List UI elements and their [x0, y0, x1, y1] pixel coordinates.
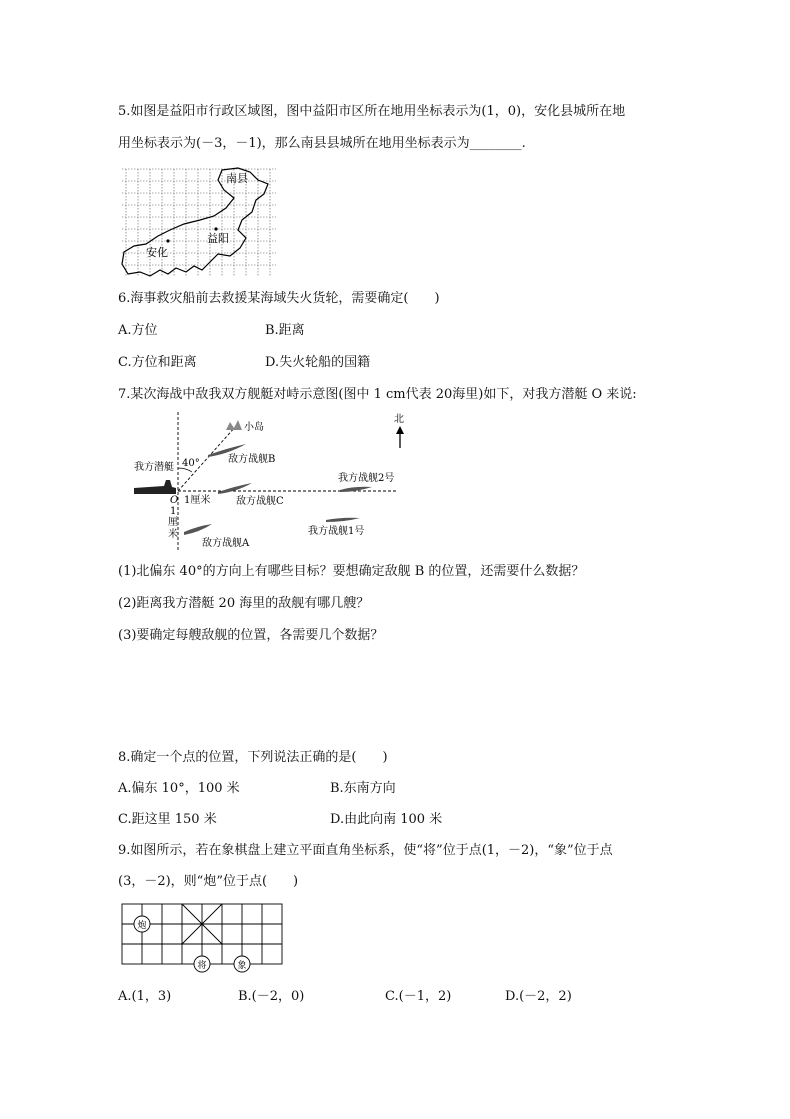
- q6-option-b: B.距离: [265, 323, 305, 338]
- our-ship2-icon: [340, 487, 372, 492]
- map-label-yiyang: 益阳: [207, 232, 229, 245]
- q8-option-a: A.偏东 10°，100 米: [118, 781, 240, 796]
- map-label-nanxian: 南县: [226, 172, 248, 185]
- scale-v3: 米: [168, 529, 178, 540]
- q9-option-c: C.(－1，2): [385, 989, 452, 1004]
- q6-option-a: A.方位: [118, 323, 158, 338]
- island-label: 小岛: [244, 422, 264, 433]
- q8-option-b: B.东南方向: [330, 781, 396, 796]
- q9-option-a: A.(1，3): [118, 989, 172, 1004]
- q6-option-d: D.失火轮船的国籍: [265, 355, 371, 370]
- island-icon: [226, 420, 242, 430]
- north-label: 北: [394, 414, 404, 425]
- q9-stem-line2: (3，－2)，则“炮”位于点( ): [118, 874, 299, 889]
- q7-sub3: (3)要确定每艘敌舰的位置，各需要几个数据？: [118, 628, 384, 643]
- scale-v2: 厘: [168, 517, 178, 528]
- q9-option-d: D.(－2，2): [505, 989, 572, 1004]
- our-ship1-label: 我方战舰1号: [308, 526, 365, 537]
- q7-sub2: (2)距离我方潜艇 20 海里的敌舰有哪几艘？: [118, 596, 370, 611]
- q5-stem-line1: 5.如图是益阳市行政区域图，图中益阳市区所在地用坐标表示为(1，0)，安化县城所在地: [118, 104, 626, 119]
- chessboard-grid: [122, 904, 282, 964]
- our-ship2-label: 我方战舰2号: [338, 473, 395, 484]
- pao-label: 炮: [137, 921, 147, 931]
- q8-stem: 8.确定一个点的位置，下列说法正确的是( ): [118, 750, 388, 765]
- xiang-label: 象: [237, 961, 247, 971]
- our-sub-label: 我方潜艇: [134, 462, 174, 473]
- enemy-ship-a-icon: [184, 524, 212, 535]
- enemy-c-label: 敌方战舰C: [236, 496, 284, 507]
- q8-option-c: C.距这里 150 米: [118, 812, 217, 827]
- scale-v1: 1: [170, 506, 177, 517]
- submarine-icon: [134, 480, 176, 494]
- q8-option-d: D.由此向南 100 米: [330, 812, 443, 827]
- q6-option-c: C.方位和距离: [118, 355, 197, 370]
- q7-stem: 7.某次海战中敌我双方舰艇对峙示意图(图中 1 cm代表 20海里)如下，对我方潜艇 O 来说:: [118, 387, 637, 402]
- q7-battle-figure: [128, 410, 418, 552]
- origin-label: O: [170, 495, 179, 506]
- jiang-label: 将: [197, 961, 207, 971]
- north-arrow-icon: [396, 426, 404, 434]
- angle-label: 40°: [182, 458, 200, 469]
- enemy-a-label: 敌方战舰A: [202, 538, 250, 549]
- q5-stem-line2: 用坐标表示为(－3，－1)，那么南县县城所在地用坐标表示为________.: [118, 136, 526, 151]
- scale-h-label: 1厘米: [184, 495, 211, 506]
- q7-sub1: (1)北偏东 40°的方向上有哪些目标？要想确定敌舰 B 的位置，还需要什么数据？: [118, 564, 585, 579]
- q9-chessboard-figure: [118, 900, 288, 976]
- map-point-yiyang: [214, 227, 217, 230]
- q5-map-figure: [118, 166, 280, 278]
- map-point-anhua: [166, 239, 169, 242]
- map-label-anhua: 安化: [146, 246, 168, 259]
- q9-option-b: B.(－2，0): [238, 989, 305, 1004]
- our-ship1-icon: [326, 518, 360, 522]
- enemy-ship-c-icon: [218, 483, 252, 494]
- q6-stem: 6.海事救灾船前去救援某海域失火货轮，需要确定( ): [118, 291, 440, 306]
- q9-stem-line1: 9.如图所示，若在象棋盘上建立平面直角坐标系，使“将”位于点(1，－2)，“象”位于点: [118, 843, 613, 858]
- enemy-b-label: 敌方战舰B: [228, 454, 276, 465]
- map-grid: [122, 169, 276, 276]
